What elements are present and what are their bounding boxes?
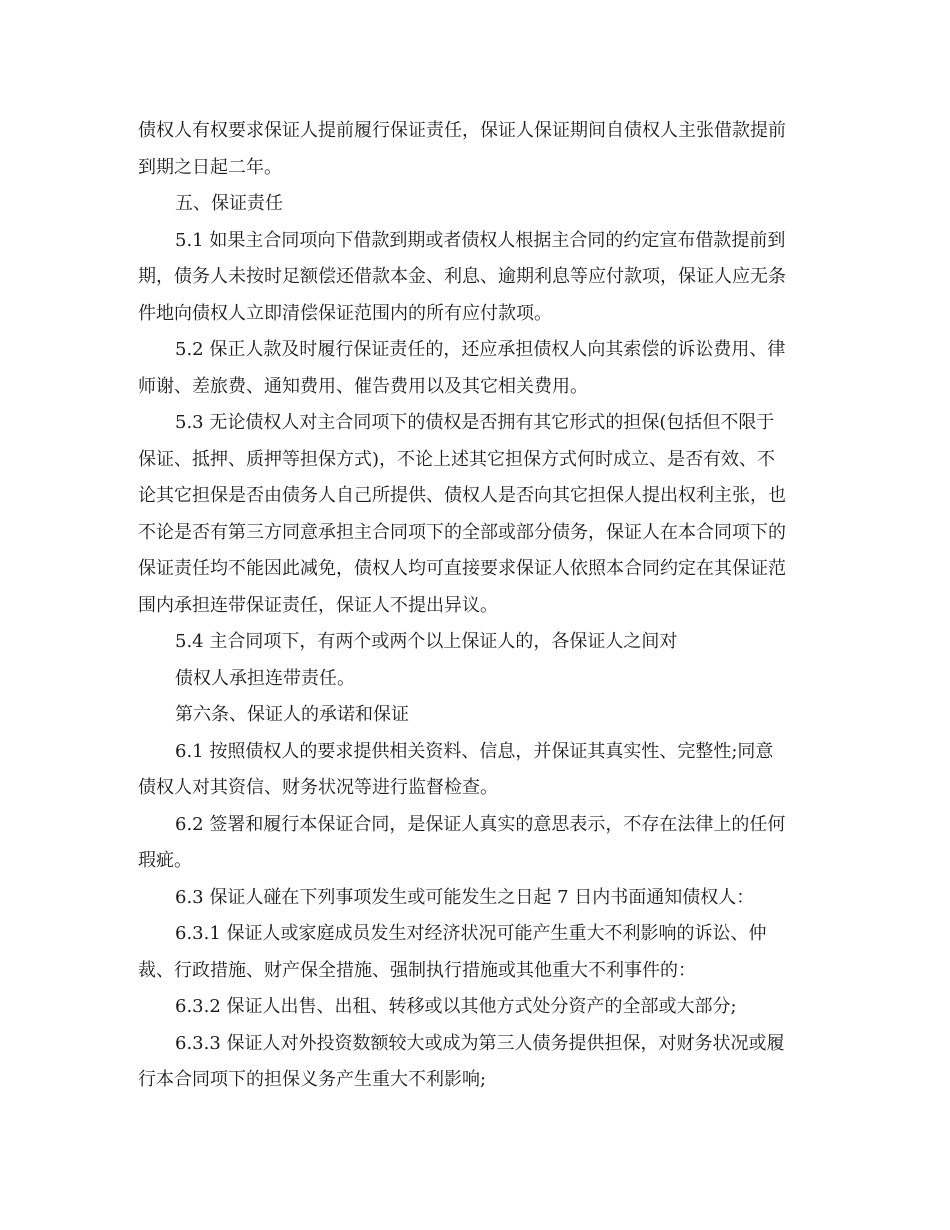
section-heading-6: 第六条、保证人的承诺和保证 [175,704,409,725]
clause-6-3-3-line-1: 6.3.3 保证人对外投资数额较大或成为第三人债务提供担保，对财务状况或履 [175,1032,785,1054]
clause-5-3-line-4: 不论是否有第三方同意承担主合同项下的全部或部分债务，保证人在本合同项下的 [138,521,786,543]
clause-6-1-line-1: 6.1 按照债权人的要求提供相关资料、信息，并保证其真实性、完整性;同意 [175,740,774,762]
clause-5-2-line-2: 师谢、差旅费、通知费用、催告费用以及其它相关费用。 [138,375,588,397]
text-line-2: 到期之日起二年。 [138,156,282,178]
clause-6-3-2-line-1: 6.3.2 保证人出售、出租、转移或以其他方式处分资产的全部或大部分; [175,996,737,1017]
clause-6-3-1-line-1: 6.3.1 保证人或家庭成员发生对经济状况可能产生重大不利影响的诉讼、仲 [175,923,767,944]
clause-6-3-3-line-2: 行本合同项下的担保义务产生重大不利影响; [138,1069,487,1090]
clause-5-4-line-2: 债权人承担连带责任。 [175,667,355,689]
clause-5-2-line-1: 5.2 保正人款及时履行保证责任的，还应承担债权人向其索偿的诉讼费用、律 [175,339,786,360]
clause-6-2-line-1: 6.2 签署和履行本保证合同，是保证人真实的意思表示，不存在法律上的任何 [175,813,786,835]
clause-5-3-line-2: 保证、抵押、质押等担保方式)，不论上述其它担保方式何时成立、是否有效、不 [138,448,776,470]
clause-6-1-line-2: 债权人对其资信、财务状况等进行监督检查。 [138,777,498,798]
clause-6-2-line-2: 瑕疵。 [138,850,192,871]
clause-5-3-line-1: 5.3 无论债权人对主合同项下的债权是否拥有其它形式的担保(包括但不限于 [175,412,775,433]
clause-6-3-line-1: 6.3 保证人碰在下列事项发生或可能发生之日起 7 日内书面通知债权人： [175,886,755,908]
clause-5-1-line-2: 期，债务人未按时足额偿还借款本金、利息、逾期利息等应付款项，保证人应无条 [138,266,786,287]
section-heading-5: 五、保证责任 [175,193,283,214]
clause-5-3-line-3: 论其它担保是否由债务人自己所提供、债权人是否向其它担保人提出权利主张，也 [138,485,786,506]
clause-5-3-line-6: 围内承担连带保证责任，保证人不提出异议。 [138,594,498,616]
clause-5-1-line-3: 件地向债权人立即清偿保证范围内的所有应付款项。 [138,302,552,324]
clause-6-3-1-line-2: 裁、行政措施、财产保全措施、强制执行措施或其他重大不利事件的： [138,959,696,981]
clause-5-4-line-1: 5.4 主合同项下，有两个或两个以上保证人的，各保证人之间对 [175,631,678,652]
text-line-1: 债权人有权要求保证人提前履行保证责任，保证人保证期间自债权人主张借款提前 [138,120,786,141]
clause-5-3-line-5: 保证责任均不能因此减免，债权人均可直接要求保证人依照本合同约定在其保证范 [138,558,786,579]
clause-5-1-line-1: 5.1 如果主合同项向下借款到期或者债权人根据主合同的约定宣布借款提前到 [175,229,786,251]
document-body [138,113,818,1099]
